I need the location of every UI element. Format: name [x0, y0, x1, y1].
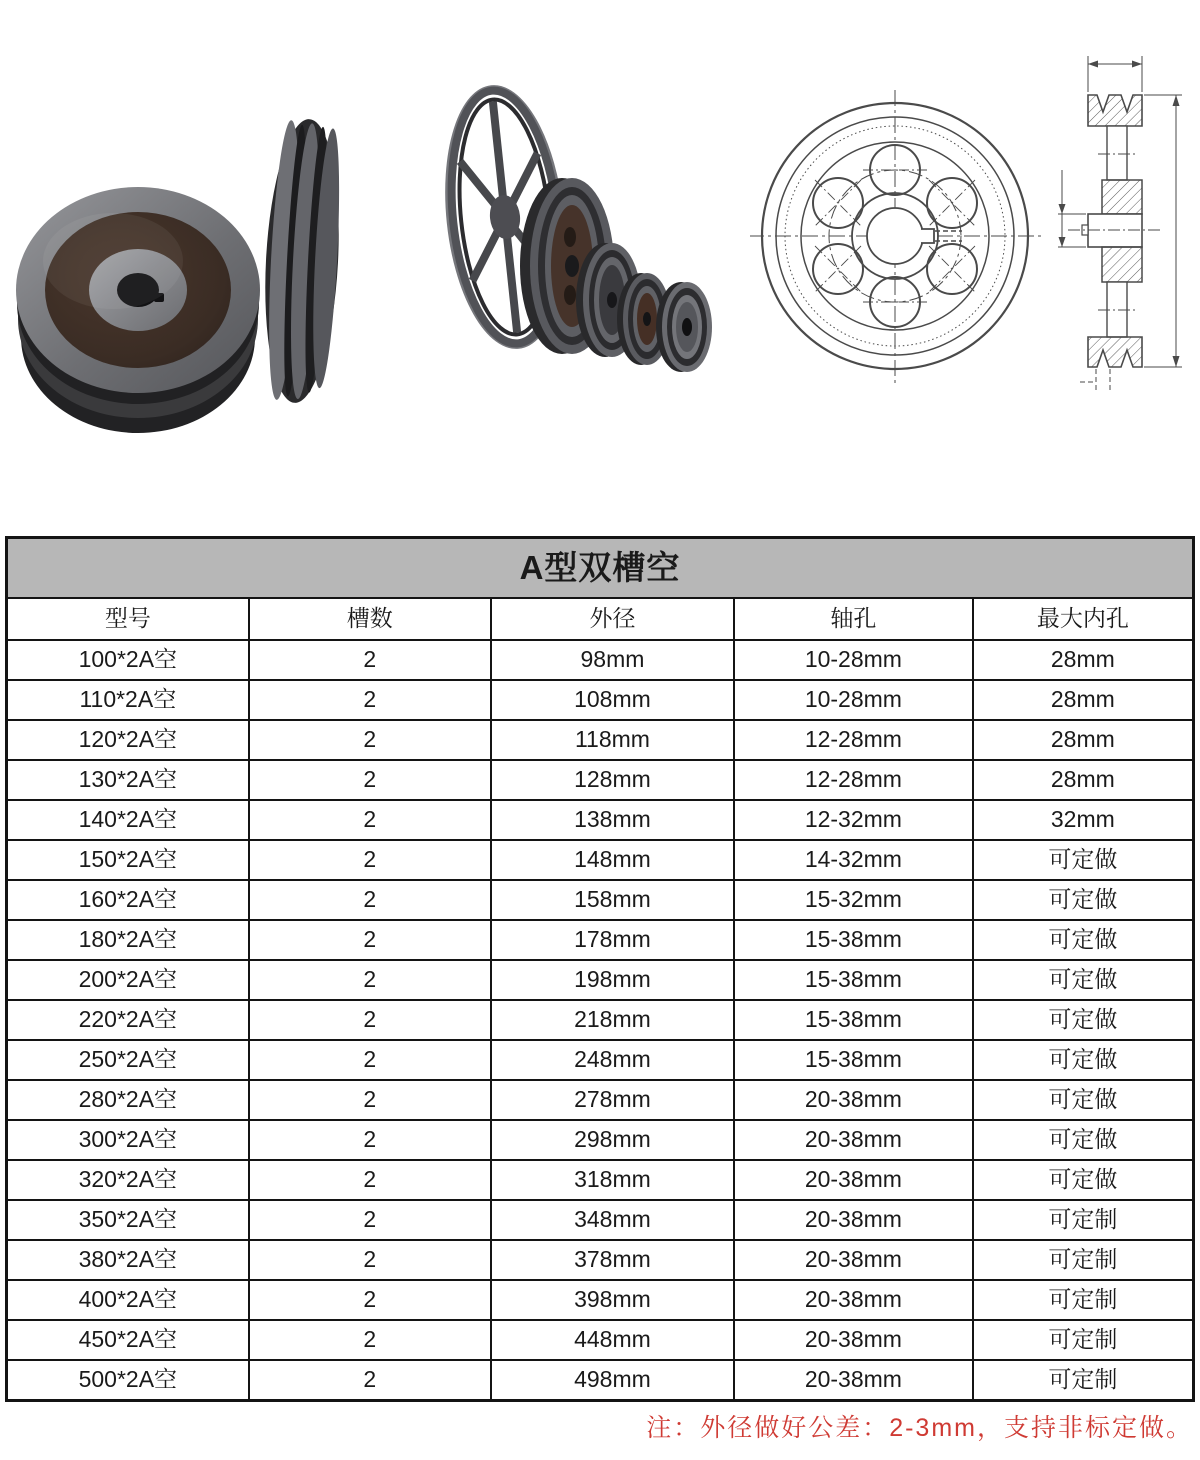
table-row — [7, 960, 1194, 1000]
table-cell: 158mm — [491, 880, 734, 920]
table-cell: 100*2A空 — [7, 640, 249, 680]
table-cell: 450*2A空 — [7, 1320, 249, 1360]
table-row — [7, 680, 1194, 720]
table-cell: 110*2A空 — [7, 680, 249, 720]
table-cell: 2 — [249, 880, 491, 920]
table-cell: 148mm — [491, 840, 734, 880]
spec-table-section — [5, 536, 1195, 1402]
table-cell: 可定做 — [973, 960, 1194, 1000]
table-cell: 98mm — [491, 640, 734, 680]
table-row — [7, 800, 1194, 840]
table-row — [7, 1200, 1194, 1240]
table-cell: 2 — [249, 1160, 491, 1200]
table-cell: 150*2A空 — [7, 840, 249, 880]
table-header-row — [7, 598, 1194, 640]
table-cell: 20-38mm — [734, 1200, 973, 1240]
table-cell: 15-32mm — [734, 880, 973, 920]
table-title-row — [7, 538, 1194, 599]
table-cell: 28mm — [973, 720, 1194, 760]
table-cell: 可定制 — [973, 1240, 1194, 1280]
table-cell: 2 — [249, 640, 491, 680]
table-cell: 118mm — [491, 720, 734, 760]
spec-table-body — [7, 640, 1194, 1401]
table-cell: 348mm — [491, 1200, 734, 1240]
table-row — [7, 720, 1194, 760]
table-cell: 32mm — [973, 800, 1194, 840]
table-cell: 15-38mm — [734, 920, 973, 960]
table-cell: 298mm — [491, 1120, 734, 1160]
table-cell: 20-38mm — [734, 1160, 973, 1200]
table-cell: 可定做 — [973, 1120, 1194, 1160]
table-cell: 15-38mm — [734, 960, 973, 1000]
table-row — [7, 1360, 1194, 1401]
table-cell: 400*2A空 — [7, 1280, 249, 1320]
diameter-dimension — [1144, 95, 1182, 367]
table-cell: 300*2A空 — [7, 1120, 249, 1160]
pulley-section-drawing — [1040, 42, 1195, 447]
table-cell: 178mm — [491, 920, 734, 960]
table-cell: 280*2A空 — [7, 1080, 249, 1120]
table-row — [7, 1280, 1194, 1320]
column-header-shaft-hole: 轴孔 — [734, 598, 973, 640]
table-cell: 2 — [249, 680, 491, 720]
table-cell: 可定制 — [973, 1320, 1194, 1360]
table-cell: 2 — [249, 1040, 491, 1080]
table-cell: 可定制 — [973, 1200, 1194, 1240]
table-cell: 160*2A空 — [7, 880, 249, 920]
width-dimension — [1088, 56, 1142, 92]
table-cell: 200*2A空 — [7, 960, 249, 1000]
table-cell: 128mm — [491, 760, 734, 800]
tolerance-note: 注：外径做好公差：2-3mm，支持非标定做。 — [646, 1414, 1193, 1442]
hidden-lines — [1080, 369, 1110, 392]
table-cell: 28mm — [973, 760, 1194, 800]
table-cell: 138mm — [491, 800, 734, 840]
table-row — [7, 640, 1194, 680]
table-row — [7, 1040, 1194, 1080]
table-cell: 可定做 — [973, 1160, 1194, 1200]
table-cell: 12-28mm — [734, 760, 973, 800]
table-cell: 218mm — [491, 1000, 734, 1040]
upper-web — [1107, 126, 1127, 180]
table-cell: 2 — [249, 840, 491, 880]
table-cell: 10-28mm — [734, 680, 973, 720]
table-cell: 220*2A空 — [7, 1000, 249, 1040]
column-header-outer-dia: 外径 — [491, 598, 734, 640]
table-cell: 可定做 — [973, 1080, 1194, 1120]
face-up-pulley — [16, 187, 260, 433]
table-cell: 可定做 — [973, 1040, 1194, 1080]
table-cell: 198mm — [491, 960, 734, 1000]
table-cell: 2 — [249, 920, 491, 960]
table-cell: 可定做 — [973, 920, 1194, 960]
table-cell: 320*2A空 — [7, 1160, 249, 1200]
bottom-rim-section — [1088, 337, 1142, 367]
table-row — [7, 880, 1194, 920]
table-cell: 2 — [249, 1120, 491, 1160]
column-header-max-bore: 最大内孔 — [973, 598, 1194, 640]
table-cell: 378mm — [491, 1240, 734, 1280]
upper-hub-section — [1102, 180, 1142, 214]
table-cell: 180*2A空 — [7, 920, 249, 960]
table-cell: 2 — [249, 1240, 491, 1280]
table-cell: 20-38mm — [734, 1320, 973, 1360]
table-cell: 2 — [249, 1360, 491, 1401]
table-title: A型双槽空 — [7, 538, 1194, 599]
table-cell: 2 — [249, 1320, 491, 1360]
table-row — [7, 1160, 1194, 1200]
table-cell: 398mm — [491, 1280, 734, 1320]
product-gallery — [0, 0, 1200, 525]
table-cell: 2 — [249, 760, 491, 800]
table-cell: 10-28mm — [734, 640, 973, 680]
table-cell: 120*2A空 — [7, 720, 249, 760]
table-cell: 2 — [249, 800, 491, 840]
table-cell: 20-38mm — [734, 1080, 973, 1120]
pulley-5 — [656, 282, 712, 372]
table-cell: 318mm — [491, 1160, 734, 1200]
table-cell: 248mm — [491, 1040, 734, 1080]
table-cell: 可定做 — [973, 840, 1194, 880]
pulley-front-view-drawing — [750, 78, 1050, 408]
column-header-grooves: 槽数 — [249, 598, 491, 640]
table-row — [7, 1240, 1194, 1280]
table-cell: 380*2A空 — [7, 1240, 249, 1280]
table-cell: 250*2A空 — [7, 1040, 249, 1080]
table-cell: 140*2A空 — [7, 800, 249, 840]
pulley-family-photo — [420, 85, 765, 425]
table-cell: 12-32mm — [734, 800, 973, 840]
keyway-slot — [921, 229, 934, 243]
table-cell: 500*2A空 — [7, 1360, 249, 1401]
bore-band — [1088, 214, 1142, 247]
table-cell: 28mm — [973, 680, 1194, 720]
column-header-model: 型号 — [7, 598, 249, 640]
table-row — [7, 1080, 1194, 1120]
table-cell: 12-28mm — [734, 720, 973, 760]
table-cell: 2 — [249, 960, 491, 1000]
table-row — [7, 760, 1194, 800]
table-cell: 350*2A空 — [7, 1200, 249, 1240]
table-row — [7, 1120, 1194, 1160]
standing-pulley — [259, 117, 346, 404]
table-cell: 108mm — [491, 680, 734, 720]
table-cell: 130*2A空 — [7, 760, 249, 800]
table-cell: 28mm — [973, 640, 1194, 680]
table-cell: 可定制 — [973, 1280, 1194, 1320]
table-cell: 2 — [249, 1280, 491, 1320]
table-cell: 278mm — [491, 1080, 734, 1120]
table-cell: 2 — [249, 720, 491, 760]
table-cell: 448mm — [491, 1320, 734, 1360]
table-cell: 15-38mm — [734, 1040, 973, 1080]
table-cell: 2 — [249, 1080, 491, 1120]
table-cell: 2 — [249, 1200, 491, 1240]
table-cell: 20-38mm — [734, 1360, 973, 1401]
table-cell: 20-38mm — [734, 1240, 973, 1280]
table-row — [7, 840, 1194, 880]
table-cell: 可定做 — [973, 1000, 1194, 1040]
table-cell: 20-38mm — [734, 1280, 973, 1320]
table-row — [7, 1320, 1194, 1360]
spec-table — [5, 536, 1195, 1402]
table-cell: 15-38mm — [734, 1000, 973, 1040]
lower-hub-section — [1102, 247, 1142, 282]
table-row — [7, 920, 1194, 960]
table-cell: 2 — [249, 1000, 491, 1040]
top-rim-section — [1088, 95, 1142, 126]
lower-web — [1107, 282, 1127, 337]
table-cell: 20-38mm — [734, 1120, 973, 1160]
table-cell: 14-32mm — [734, 840, 973, 880]
table-cell: 可定做 — [973, 880, 1194, 920]
table-row — [7, 1000, 1194, 1040]
table-cell: 可定制 — [973, 1360, 1194, 1401]
pulley-photo-double-groove — [5, 85, 365, 450]
table-cell: 498mm — [491, 1360, 734, 1401]
